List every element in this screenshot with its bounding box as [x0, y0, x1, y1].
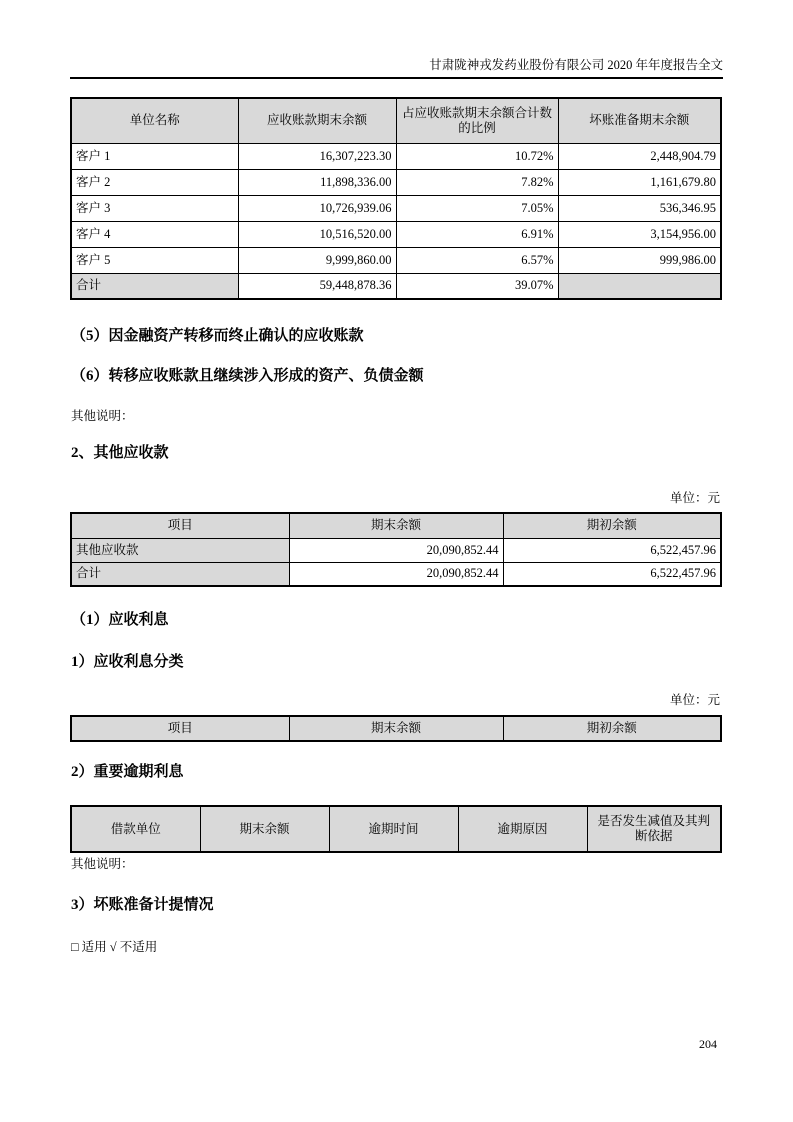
- table-header-row: [71, 513, 721, 538]
- cell-ratio: 7.05%: [396, 195, 558, 221]
- interest-class-heading: 1）应收利息分类: [71, 654, 184, 670]
- cell-ending-balance: 9,999,860.00: [238, 247, 396, 273]
- column-header-ending-balance: 期末余额: [289, 513, 503, 538]
- column-header-overdue-reason: 逾期原因: [458, 806, 587, 852]
- cell-customer-name: 客户 3: [71, 195, 238, 221]
- cell-beginning-balance: 6,522,457.96: [503, 538, 721, 562]
- other-receivables-heading: 2、其他应收款: [71, 445, 169, 461]
- cell-ending-balance: 11,898,336.00: [238, 169, 396, 195]
- cell-customer-name: 客户 4: [71, 221, 238, 247]
- cell-ending-balance: 16,307,223.30: [238, 143, 396, 169]
- table-header-row: [71, 98, 721, 143]
- header-rule: [70, 77, 723, 79]
- cell-ratio: 6.91%: [396, 221, 558, 247]
- table-row: [71, 221, 721, 247]
- cell-ratio: 10.72%: [396, 143, 558, 169]
- overdue-interest-table: [70, 805, 722, 853]
- cell-customer-name: 客户 5: [71, 247, 238, 273]
- cell-total-ratio: 39.07%: [396, 273, 558, 299]
- table-header-row: [71, 806, 721, 852]
- table-row: [71, 247, 721, 273]
- cell-ending-balance: 20,090,852.44: [289, 562, 503, 586]
- other-note-2: 其他说明：: [71, 857, 134, 871]
- cell-bad-debt: 3,154,956.00: [558, 221, 721, 247]
- table-row: [71, 195, 721, 221]
- other-receivables-table: [70, 512, 722, 587]
- column-header-borrower: 借款单位: [71, 806, 200, 852]
- interest-receivable-heading: （1）应收利息: [71, 612, 169, 628]
- cell-bad-debt: 2,448,904.79: [558, 143, 721, 169]
- cell-total-ending-balance: 59,448,878.36: [238, 273, 396, 299]
- column-header-beginning-balance: 期初余额: [503, 716, 721, 741]
- cell-ending-balance: 20,090,852.44: [289, 538, 503, 562]
- cell-ratio: 6.57%: [396, 247, 558, 273]
- column-header-impairment-judgement: 是否发生减值及其判断依据: [587, 806, 721, 852]
- cell-ending-balance: 10,516,520.00: [238, 221, 396, 247]
- table-row: [71, 169, 721, 195]
- column-header-ratio: 占应收账款期末余额合计数的比例: [396, 98, 558, 143]
- page-number: 204: [699, 1037, 717, 1051]
- section-5-heading: （5）因金融资产转移而终止确认的应收账款: [71, 328, 364, 344]
- cell-ratio: 7.82%: [396, 169, 558, 195]
- table-total-row: [71, 562, 721, 586]
- cell-total-bad-debt: [558, 273, 721, 299]
- bad-debt-provision-heading: 3）坏账准备计提情况: [71, 897, 214, 913]
- unit-label-2: 单位：元: [669, 693, 720, 707]
- doc-header-title: 甘肃陇神戎发药业股份有限公司 2020 年年度报告全文: [429, 58, 723, 72]
- column-header-ending-balance: 期末余额: [289, 716, 503, 741]
- table-total-row: [71, 273, 721, 299]
- cell-item: 其他应收款: [71, 538, 289, 562]
- customer-receivables-table: [70, 97, 722, 300]
- column-header-overdue-time: 逾期时间: [329, 806, 458, 852]
- column-header-item: 项目: [71, 513, 289, 538]
- column-header-beginning-balance: 期初余额: [503, 513, 721, 538]
- cell-total-label: 合计: [71, 562, 289, 586]
- cell-bad-debt: 1,161,679.80: [558, 169, 721, 195]
- other-note-1: 其他说明：: [71, 409, 134, 423]
- cell-customer-name: 客户 1: [71, 143, 238, 169]
- interest-receivable-table: [70, 715, 722, 742]
- section-6-heading: （6）转移应收账款且继续涉入形成的资产、负债金额: [71, 368, 424, 384]
- table-header-row: [71, 716, 721, 741]
- table-row: [71, 538, 721, 562]
- cell-bad-debt: 999,986.00: [558, 247, 721, 273]
- cell-total-label: 合计: [71, 273, 238, 299]
- column-header-unit-name: 单位名称: [71, 98, 238, 143]
- column-header-ending-balance: 应收账款期末余额: [238, 98, 396, 143]
- cell-ending-balance: 10,726,939.06: [238, 195, 396, 221]
- applicable-checkbox-line: □ 适用 √ 不适用: [71, 940, 158, 954]
- table-row: [71, 143, 721, 169]
- column-header-item: 项目: [71, 716, 289, 741]
- cell-beginning-balance: 6,522,457.96: [503, 562, 721, 586]
- column-header-ending-balance: 期末余额: [200, 806, 329, 852]
- unit-label-1: 单位：元: [669, 491, 720, 505]
- overdue-interest-heading: 2）重要逾期利息: [71, 764, 184, 780]
- cell-customer-name: 客户 2: [71, 169, 238, 195]
- column-header-bad-debt: 坏账准备期末余额: [558, 98, 721, 143]
- cell-bad-debt: 536,346.95: [558, 195, 721, 221]
